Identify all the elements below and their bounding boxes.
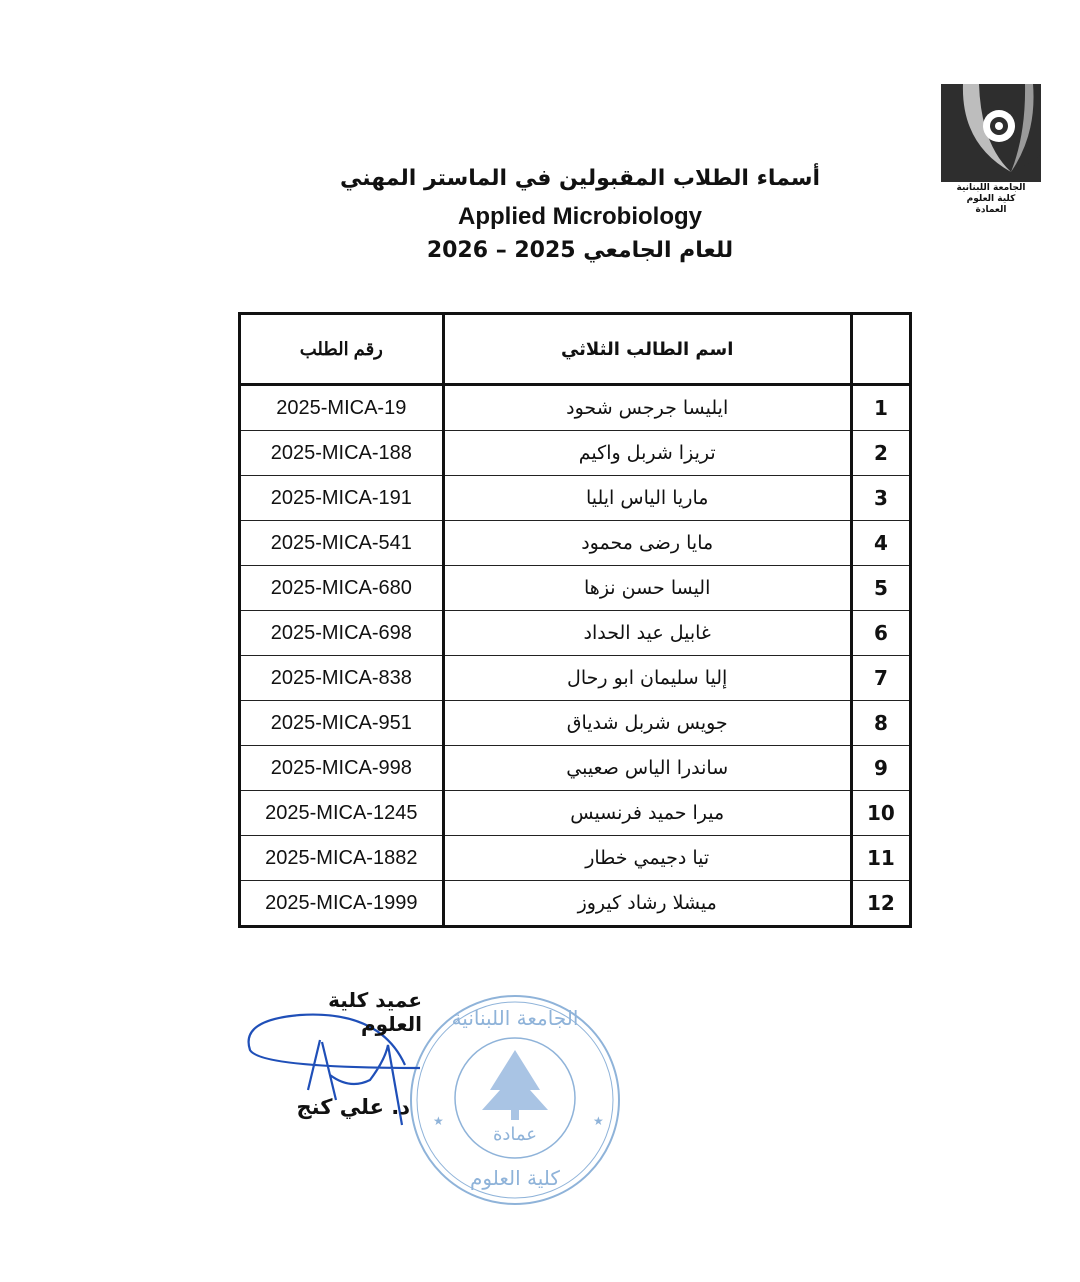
program-name: Applied Microbiology — [458, 203, 702, 230]
student-id: 2025-MICA-1882 — [240, 836, 444, 881]
student-id: 2025-MICA-1999 — [240, 881, 444, 927]
student-id: 2025-MICA-188 — [240, 431, 444, 476]
student-name: ساندرا الياس صعيبي — [443, 746, 851, 791]
student-id: 2025-MICA-19 — [240, 385, 444, 431]
student-id: 2025-MICA-698 — [240, 611, 444, 656]
student-id: 2025-MICA-541 — [240, 521, 444, 566]
star-icon: ★ — [593, 1114, 604, 1128]
stamp-outer-text: الجامعة اللبنانية — [451, 1006, 579, 1030]
student-name: جويس شربل شدياق — [443, 701, 851, 746]
stamp-bottom-text: كلية العلوم — [470, 1166, 560, 1190]
student-name: ميشلا رشاد كيروز — [443, 881, 851, 927]
student-name: اليسا حسن نزها — [443, 566, 851, 611]
student-name: ماريا الياس ايليا — [443, 476, 851, 521]
student-name: مايا رضى محمود — [443, 521, 851, 566]
row-number: 8 — [851, 701, 910, 746]
row-number: 10 — [851, 791, 910, 836]
student-id: 2025-MICA-1245 — [240, 791, 444, 836]
header-id: رقم الطلب — [240, 314, 444, 385]
student-name: ميرا حميد فرنسيس — [443, 791, 851, 836]
dean-title: عميد كلية العلوم — [328, 988, 422, 1036]
logo-line: كلية العلوم — [966, 194, 1016, 204]
document-title: أسماء الطلاب المقبولين في الماستر المهني — [339, 166, 821, 191]
student-name: ايليسا جرجس شحود — [443, 385, 851, 431]
student-name: إليا سليمان ابو رحال — [443, 656, 851, 701]
student-name: تيا دجيمي خطار — [443, 836, 851, 881]
academic-year: للعام الجامعي 2025 – 2026 — [426, 238, 734, 263]
dean-name: د. علي كنج — [296, 1095, 410, 1119]
row-number: 5 — [851, 566, 910, 611]
student-id: 2025-MICA-951 — [240, 701, 444, 746]
star-icon: ★ — [433, 1114, 444, 1128]
logo-line: العمادة — [975, 205, 1007, 215]
logo-line: الجامعة اللبنانية — [956, 183, 1026, 193]
student-id: 2025-MICA-998 — [240, 746, 444, 791]
stamp-inner-text: عمادة — [492, 1124, 538, 1145]
row-number: 7 — [851, 656, 910, 701]
row-number: 6 — [851, 611, 910, 656]
row-number: 12 — [851, 881, 910, 927]
row-number: 11 — [851, 836, 910, 881]
student-name: غابيل عيد الحداد — [443, 611, 851, 656]
row-number: 2 — [851, 431, 910, 476]
header-name: اسم الطالب الثلاثي — [443, 314, 851, 385]
row-number: 3 — [851, 476, 910, 521]
row-number: 9 — [851, 746, 910, 791]
row-number: 4 — [851, 521, 910, 566]
student-id: 2025-MICA-838 — [240, 656, 444, 701]
student-id: 2025-MICA-680 — [240, 566, 444, 611]
row-number: 1 — [851, 385, 910, 431]
student-id: 2025-MICA-191 — [240, 476, 444, 521]
student-name: تريزا شربل واكيم — [443, 431, 851, 476]
